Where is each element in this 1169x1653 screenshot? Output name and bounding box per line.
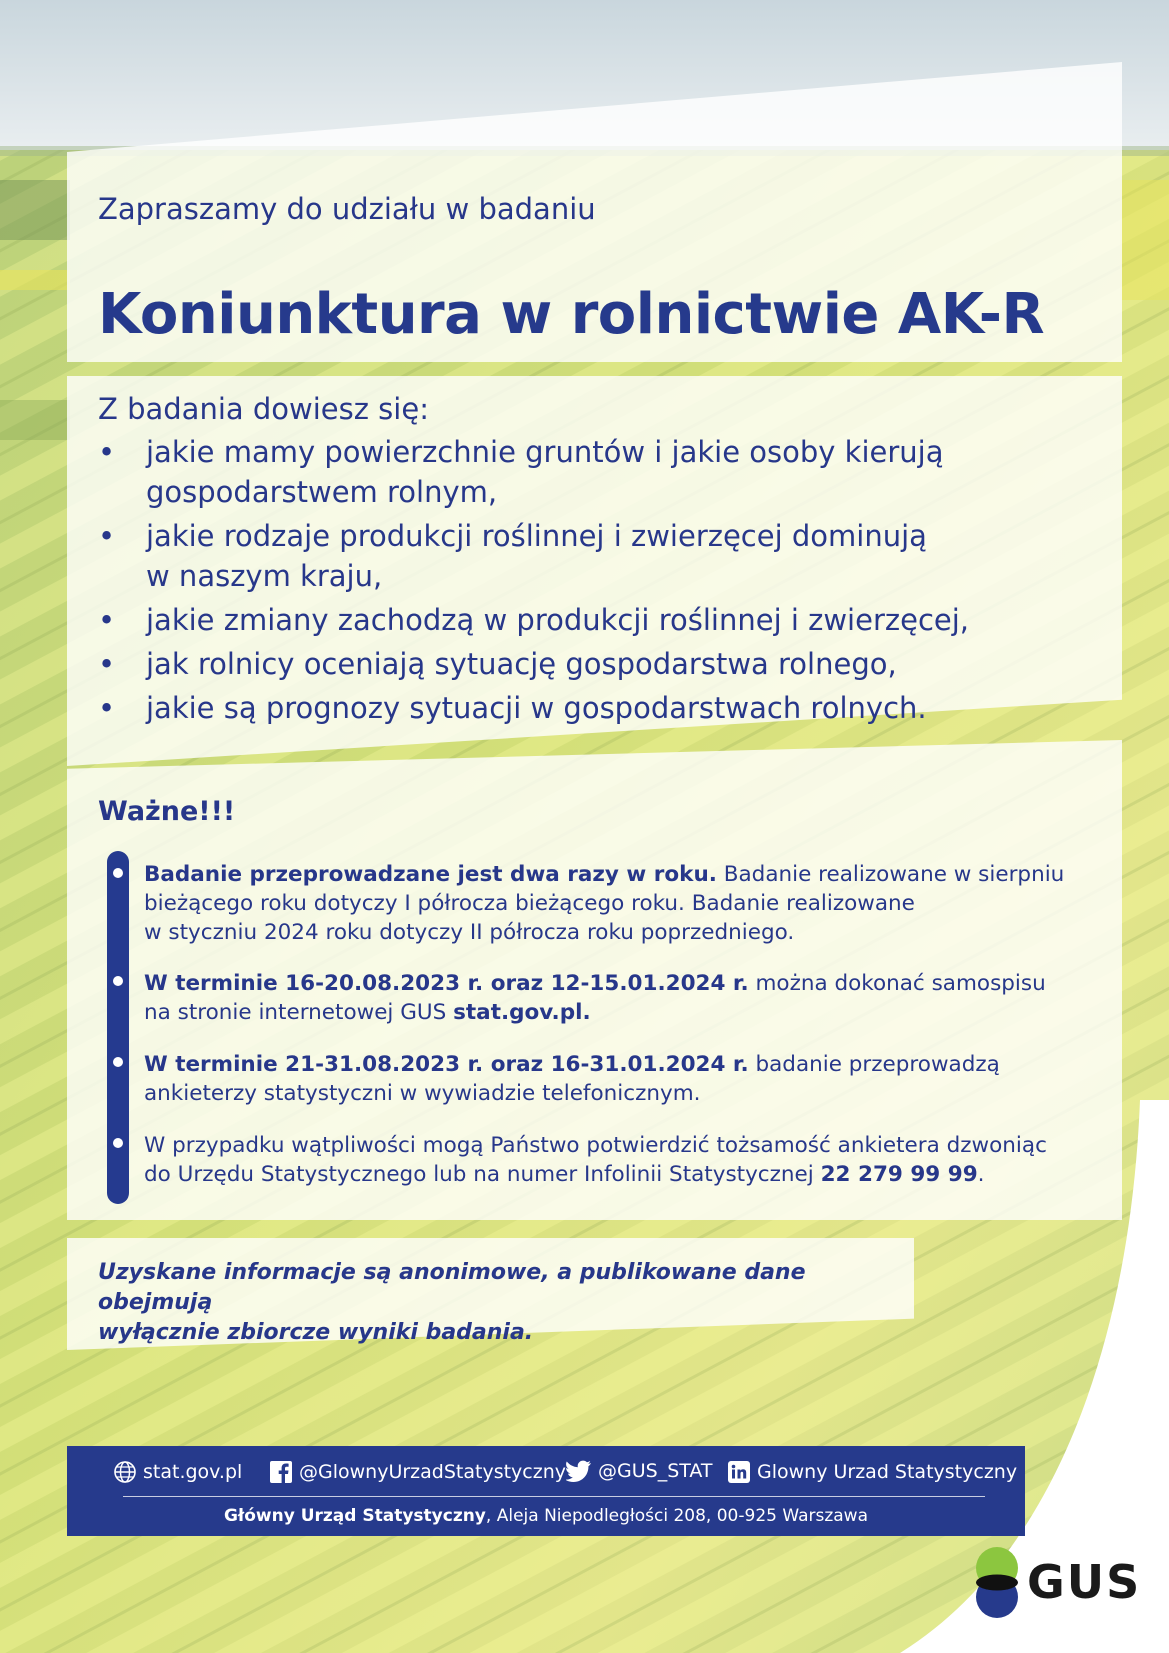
important-item-4: W przypadku wątpliwości mogą Państwo potwierdzić tożsamość ankietera dzwoniąc do Urzędu Statystycznego lub na numer Infolinii Statystycznej 22 279 99 99.	[144, 1133, 1047, 1187]
important-item-3: W terminie 21-31.08.2023 r. oraz 16-31.01.2024 r. badanie przeprowadzą ankieterzy statystyczni w wywiadzie telefonicznym.	[144, 1052, 1000, 1106]
list-item: • jakie są prognozy sytuacji w gospodarstwach rolnych.	[98, 688, 998, 728]
phone-number[interactable]: 22 279 99 99	[820, 1162, 978, 1187]
timeline-dot	[113, 1057, 123, 1067]
footer-twitter[interactable]: @GUS_STAT	[566, 1460, 713, 1482]
learn-list	[98, 432, 998, 732]
facebook-icon	[269, 1460, 293, 1484]
globe-icon	[113, 1460, 137, 1484]
bullet-icon: •	[98, 603, 116, 637]
footer-address: Główny Urząd Statystyczny, Aleja Niepodległości 208, 00-925 Warszawa	[223, 1506, 869, 1526]
website-link[interactable]: stat.gov.pl.	[453, 1000, 591, 1025]
bullet-icon: •	[98, 647, 116, 681]
gus-logo-text: GUS	[1027, 1555, 1142, 1609]
page-title: Koniunktura w rolnictwie AK-R	[98, 282, 1045, 347]
footer-social-row	[67, 1460, 1025, 1488]
important-item-2: W terminie 16-20.08.2023 r. oraz 12-15.01.2024 r. można dokonać samospisu na stronie internetowej GUS stat.gov.pl.	[144, 971, 1046, 1025]
footer-divider	[123, 1496, 985, 1497]
timeline-dot	[113, 976, 123, 986]
list-item: • jakie rodzaje produkcji roślinnej i zwierzęcej dominują w naszym kraju,	[98, 516, 998, 596]
anonymous-note: Uzyskane informacje są anonimowe, a publikowane dane obejmują wyłącznie zbiorcze wyniki badania.	[98, 1260, 806, 1345]
footer-facebook[interactable]: @GlownyUrzadStatystyczny	[269, 1460, 566, 1484]
timeline-dot	[113, 1138, 123, 1148]
list-item: • jakie zmiany zachodzą w produkcji roślinnej i zwierzęcej,	[98, 600, 998, 640]
linkedin-icon	[727, 1460, 751, 1484]
intro-text: Zapraszamy do udziału w badaniu	[98, 192, 596, 226]
timeline-dot	[113, 868, 123, 878]
important-heading: Ważne!!!	[98, 796, 236, 827]
timeline-rail	[107, 851, 129, 1204]
twitter-icon	[566, 1460, 592, 1482]
bullet-icon: •	[98, 691, 116, 725]
learn-heading: Z badania dowiesz się:	[98, 392, 429, 426]
footer-website[interactable]: stat.gov.pl	[113, 1460, 242, 1484]
bullet-icon: •	[98, 519, 116, 553]
footer-bar	[67, 1446, 1025, 1536]
bullet-icon: •	[98, 435, 116, 469]
footer-linkedin[interactable]: Glowny Urzad Statystyczny	[727, 1460, 1017, 1484]
important-item-1: Badanie przeprowadzane jest dwa razy w roku. Badanie realizowane w sierpniu bieżącego roku dotyczy I półrocza bieżącego roku. Badanie realizowane w styczniu 2024 roku dotyczy II półrocza roku poprzedniego.	[144, 862, 1065, 945]
list-item: • jakie mamy powierzchnie gruntów i jakie osoby kierują gospodarstwem rolnym,	[98, 432, 998, 512]
list-item: • jak rolnicy oceniają sytuację gospodarstwa rolnego,	[98, 644, 998, 684]
